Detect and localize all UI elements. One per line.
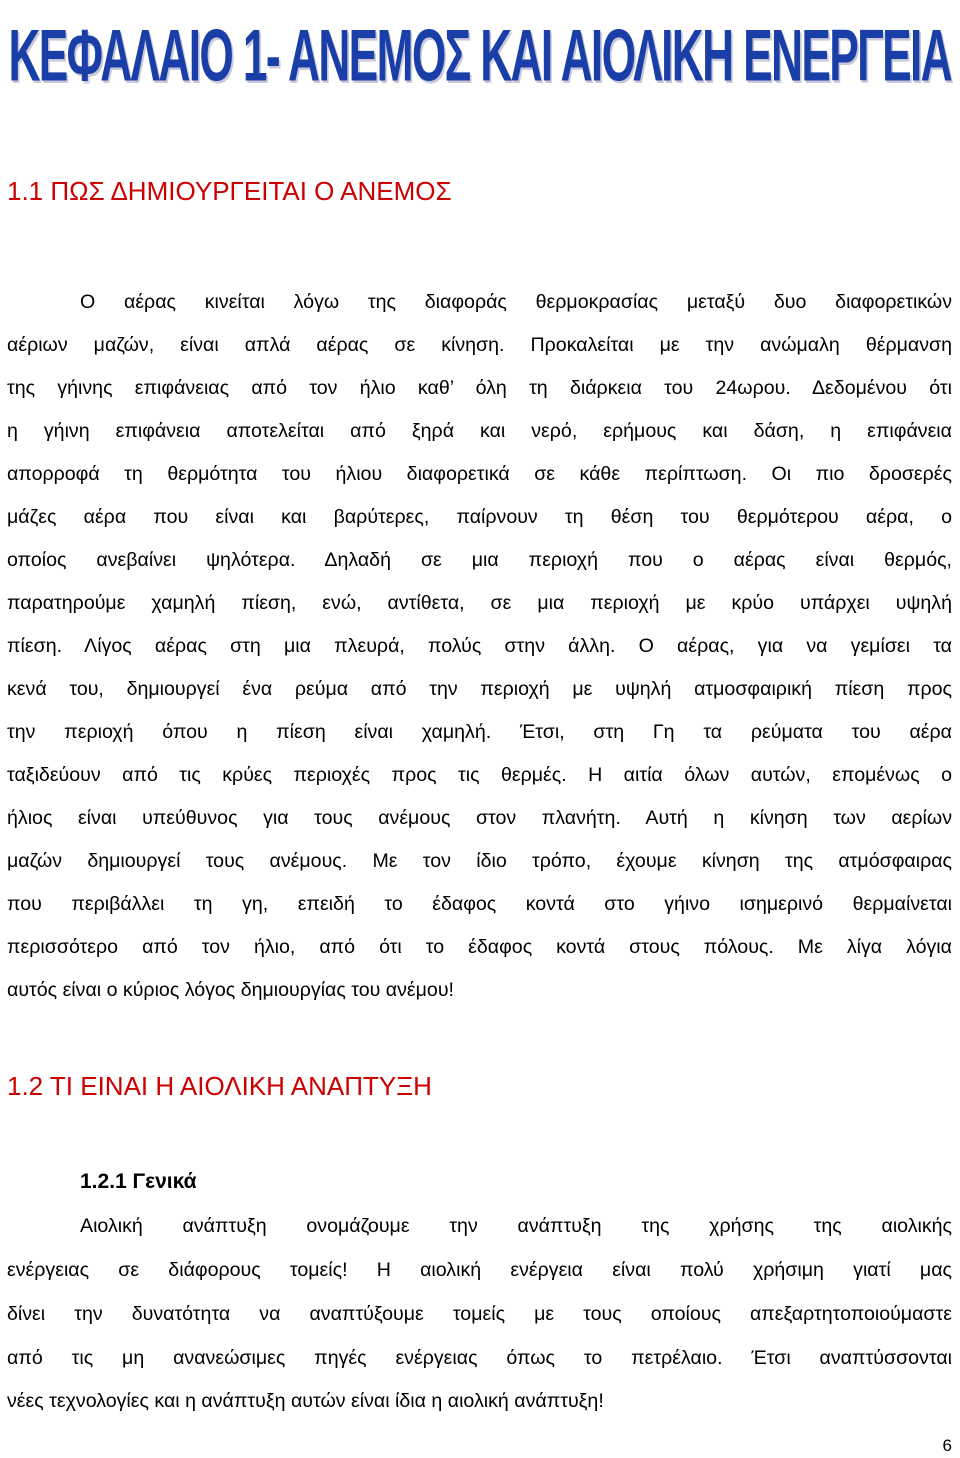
paragraph-line: μάζες αέρα που είναι και βαρύτερες, παίρνουν τη θέση του θερμότερου αέρα, ο (7, 506, 952, 528)
page-number: 6 (942, 1436, 952, 1455)
subsection-heading-1-2-1: 1.2.1 Γενικά (80, 1170, 197, 1193)
paragraph-line: μαζών δημιουργεί τους ανέμους. Με τον ίδιο τρόπο, έχουμε κίνηση της ατμόσφαιρας (7, 850, 952, 872)
paragraph-line: κενά του, δημιουργεί ένα ρεύμα από την περιοχή με υψηλή ατμοσφαιρική πίεση προς (7, 678, 952, 700)
paragraph-line: της γήινης επιφάνειας από τον ήλιο καθ’ όλη τη διάρκεια του 24ωρου. Δεδομένου ότι (7, 377, 952, 399)
paragraph-line: δίνει την δυνατότητα να αναπτύξουμε τομείς με τους οποίους απεξαρτητοποιούμαστε (7, 1303, 952, 1325)
paragraph-line: ταξιδεύουν από τις κρύες περιοχές προς τις θερμές. Η αιτία όλων αυτών, επομένως ο (7, 764, 952, 786)
chapter-title-text: ΚΕΦΑΛΑΙΟ 1- ΑΝΕΜΟΣ ΚΑΙ ΑΙΟΛΙΚΗ ΕΝΕΡΓΕΙΑ (8, 15, 952, 97)
paragraph-line: η γήινη επιφάνεια αποτελείται από ξηρά και νερό, ερήμους και δάση, η επιφάνεια (7, 420, 952, 442)
paragraph-line: Ο αέρας κινείται λόγω της διαφοράς θερμοκρασίας μεταξύ δυο διαφορετικών (80, 291, 952, 313)
chapter-title (0, 0, 960, 112)
paragraph-line: οποίος ανεβαίνει ψηλότερα. Δηλαδή σε μια περιοχή που ο αέρας είναι θερμός, (7, 549, 952, 571)
paragraph-line: παρατηρούμε χαμηλή πίεση, ενώ, αντίθετα, σε μια περιοχή με κρύο υπάρχει υψηλή (7, 592, 952, 614)
paragraph-line: πίεση. Λίγος αέρας στη μια πλευρά, πολύς στην άλλη. Ο αέρας, για να γεμίσει τα (7, 635, 952, 657)
paragraph-line: αέριων μαζών, είναι απλά αέρας σε κίνηση. Προκαλείται με την ανώμαλη θέρμανση (7, 334, 952, 356)
paragraph-line: από τις μη ανανεώσιμες πηγές ενέργειας όπως το πετρέλαιο. Έτσι αναπτύσσονται (7, 1347, 952, 1369)
paragraph-line: ήλιος είναι υπεύθυνος για τους ανέμους στον πλανήτη. Αυτή η κίνηση των αερίων (7, 807, 952, 829)
paragraph-line: ενέργειας σε διάφορους τομείς! Η αιολική ενέργεια είναι πολύ χρήσιμη γιατί μας (7, 1259, 952, 1281)
paragraph-line: Αιολική ανάπτυξη ονομάζουμε την ανάπτυξη της χρήσης της αιολικής (80, 1215, 952, 1237)
paragraph-line: που περιβάλλει τη γη, επειδή το έδαφος κοντά στο γήινο ισημερινό θερμαίνεται (7, 893, 952, 915)
paragraph-line: νέες τεχνολογίες και η ανάπτυξη αυτών είναι ίδια η αιολική ανάπτυξη! (7, 1390, 604, 1412)
paragraph-line: την περιοχή όπου η πίεση είναι χαμηλή. Έτσι, στη Γη τα ρεύματα του αέρα (7, 721, 952, 743)
paragraph-line: αυτός είναι ο κύριος λόγος δημιουργίας του ανέμου! (7, 979, 454, 1001)
section-heading-1-1: 1.1 ΠΩΣ ΔΗΜΙΟΥΡΓΕΙΤΑΙ Ο ΑΝΕΜΟΣ (7, 176, 452, 206)
paragraph-line: περισσότερο από τον ήλιο, από ότι το έδαφος κοντά στους πόλους. Με λίγα λόγια (7, 936, 952, 958)
paragraph-line: απορροφά τη θερμότητα του ήλιου διαφορετικά σε κάθε περίπτωση. Οι πιο δροσερές (7, 463, 952, 485)
section-heading-1-2: 1.2 ΤΙ ΕΙΝΑΙ Η ΑΙΟΛΙΚΗ ΑΝΑΠΤΥΞΗ (7, 1071, 432, 1101)
